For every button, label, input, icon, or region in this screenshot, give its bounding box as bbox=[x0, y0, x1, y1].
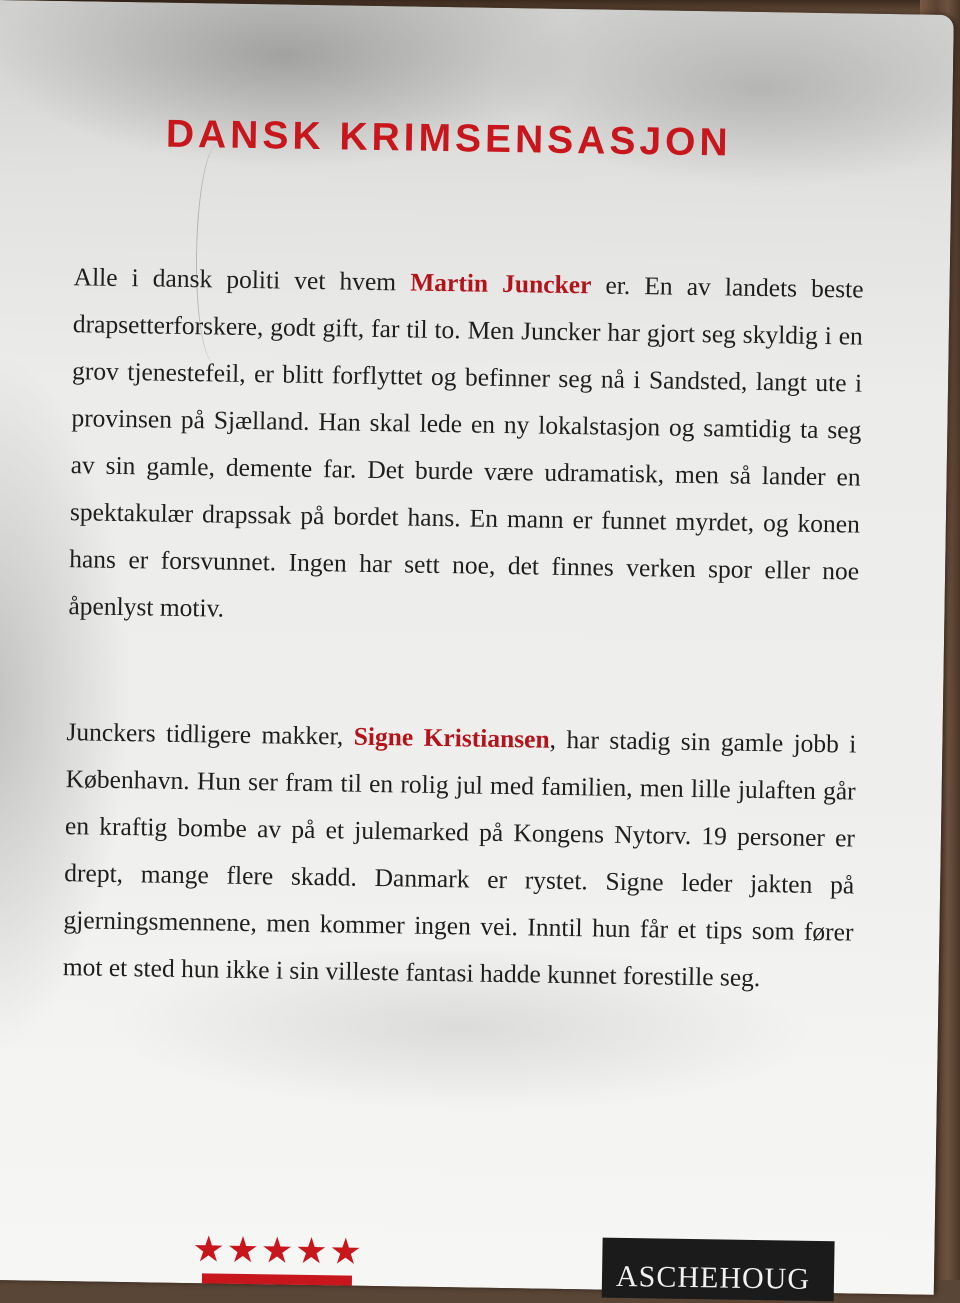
character-name-martin: Martin Juncker bbox=[409, 267, 592, 300]
blurb-text: er. En av landets beste drapsetterforskere, godt gift, far til to. Men Juncker har gjort seg skyldig i en grov tjenestefeil, er blitt forflyttet og befinner seg nå i Sandsted, langt ute i provinsen på Sjælland. Han skal lede en ny lokalstasjon og samtidig ta seg av sin gamle, demente far. Det burde være udramatisk, men så lander en spektakulær drapssak på bordet hans. En mann er funnet myrdet, og konen hans er forsvunnet. Ingen har sett noe, det finnes verken spor eller noe åpenlyst motiv. bbox=[68, 270, 864, 623]
character-name-signe: Signe Kristiansen bbox=[353, 721, 550, 754]
blurb-text: Junckers tidligere makker, bbox=[66, 717, 354, 751]
publisher-name: ASCHEHOUG bbox=[615, 1259, 811, 1296]
blurb-text: Alle i dansk politi vet hvem bbox=[73, 262, 411, 297]
blurb-paragraph-2 bbox=[62, 708, 856, 1002]
blurb-text: , har stadig sin gamle jobb i København. Hun ser fram til en rolig jul med familien, men lille julaften går en kraftig bombe av på et julemarked på Kongens Nytorv. 19 personer er drept, mange flere skadd. Danmark er rystet. Signe leder jakten på gjerningsmennene, men kommer ingen vei. Inntil hun får et tips som fører mot et sted hun ikke i sin villeste fantasi hadde kunnet forestille seg. bbox=[62, 724, 857, 993]
headline: DANSK KRIMSENSASJON bbox=[165, 112, 732, 165]
publisher-logo bbox=[602, 1238, 835, 1302]
blurb-paragraph-1 bbox=[68, 253, 864, 641]
rating-stars-icon: ★★★★★ bbox=[192, 1229, 365, 1273]
